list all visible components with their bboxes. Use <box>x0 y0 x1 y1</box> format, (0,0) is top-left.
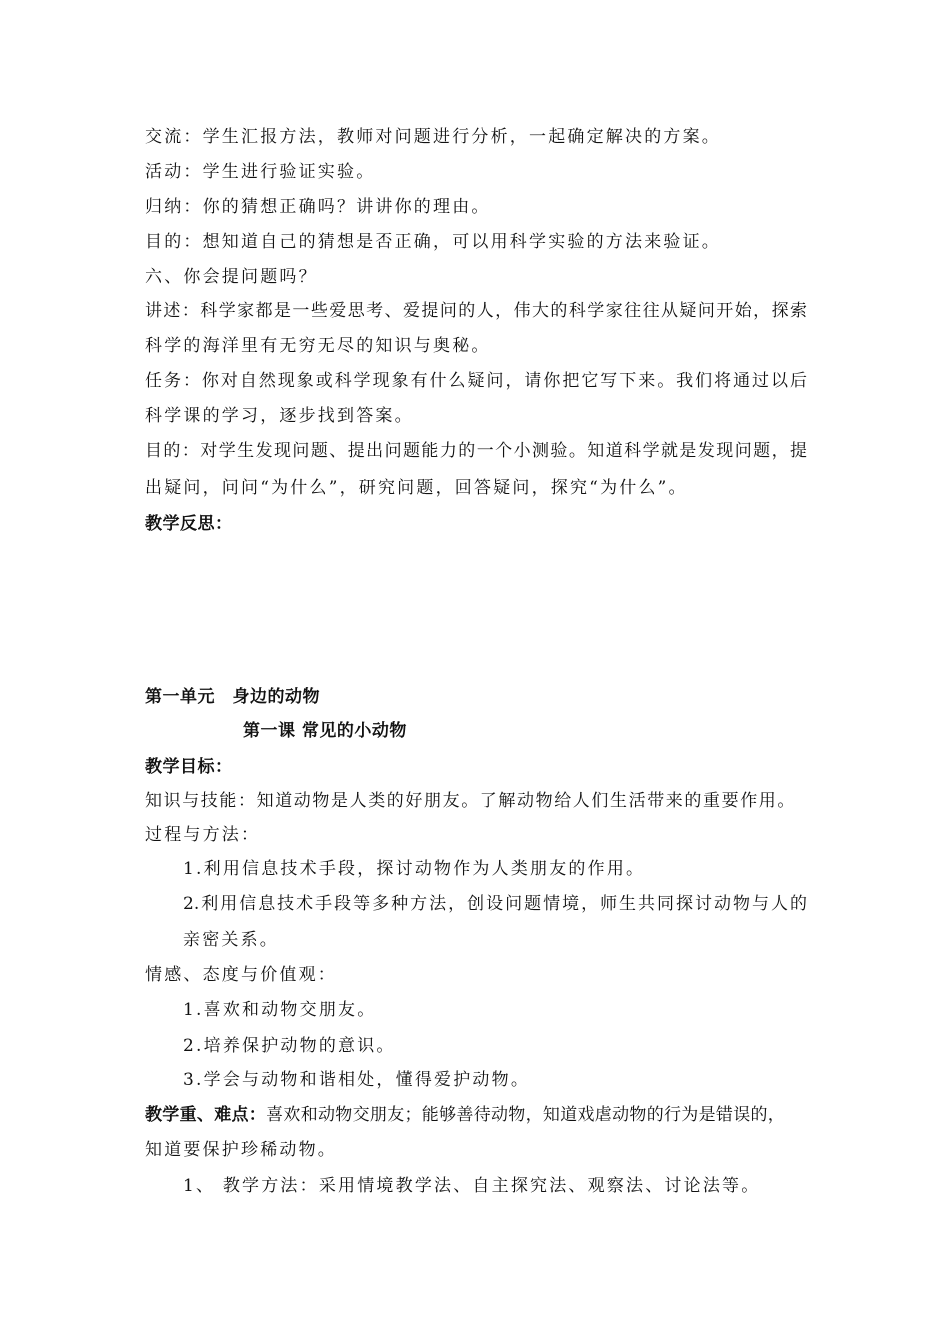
paragraph-exchange: 交流：学生汇报方法，教师对问题进行分析，一起确定解决的方案。 <box>145 127 721 147</box>
paragraph-narration-cont: 科学的海洋里有无穷无尽的知识与奥秘。 <box>145 336 491 356</box>
emotion-item-3: 3.学会与动物和谐相处，懂得爱护动物。 <box>183 1070 531 1090</box>
teaching-method: 1、 教学方法：采用情境教学法、自主探究法、观察法、讨论法等。 <box>183 1176 761 1196</box>
paragraph-activity: 活动：学生进行验证实验。 <box>145 162 376 182</box>
objectives-heading: 教学目标： <box>145 757 233 777</box>
process-item-1: 1.利用信息技术手段，探讨动物作为人类朋友的作用。 <box>183 859 646 879</box>
lesson-title: 第一课 常见的小动物 <box>243 721 407 741</box>
emotion-item-1: 1.喜欢和动物交朋友。 <box>183 1000 377 1020</box>
paragraph-task: 任务：你对自然现象或科学现象有什么疑问，请你把它写下来。我们将通过以后 <box>145 371 807 391</box>
process-item-2: 2.利用信息技术手段等多种方法，创设问题情境，师生共同探讨动物与人的 <box>183 894 807 914</box>
paragraph-narration: 讲述：科学家都是一些爱思考、爱提问的人，伟大的科学家往往从疑问开始，探索 <box>145 301 807 321</box>
section-heading-six: 六、你会提问题吗？ <box>145 267 318 287</box>
process-item-2-cont: 亲密关系。 <box>183 930 279 950</box>
knowledge-skills: 知识与技能：知道动物是人类的好朋友。了解动物给人们生活带来的重要作用。 <box>145 791 796 811</box>
key-points-text: 喜欢和动物交朋友；能够善待动物，知道戏虐动物的行为是错误的， <box>266 1105 786 1125</box>
emotion-heading: 情感、态度与价值观： <box>145 965 337 985</box>
paragraph-purpose-2-cont: 出疑问，问问“为什么”，研究问题，回答疑问，探究“为什么”。 <box>145 478 688 498</box>
key-points-label: 教学重、难点： <box>145 1105 267 1125</box>
process-heading: 过程与方法： <box>145 825 261 845</box>
paragraph-purpose: 目的：想知道自己的猜想是否正确，可以用科学实验的方法来验证。 <box>145 232 721 252</box>
paragraph-task-cont: 科学课的学习，逐步找到答案。 <box>145 406 414 426</box>
unit-title: 第一单元 身边的动物 <box>145 687 320 707</box>
reflection-heading: 教学反思： <box>145 514 233 534</box>
paragraph-summary: 归纳：你的猜想正确吗？讲讲你的理由。 <box>145 197 491 217</box>
emotion-item-2: 2.培养保护动物的意识。 <box>183 1036 396 1056</box>
paragraph-purpose-2: 目的：对学生发现问题、提出问题能力的一个小测验。知道科学就是发现问题，提 <box>145 441 807 461</box>
key-points <box>145 1104 785 1126</box>
key-points-cont: 知道要保护珍稀动物。 <box>145 1140 337 1160</box>
